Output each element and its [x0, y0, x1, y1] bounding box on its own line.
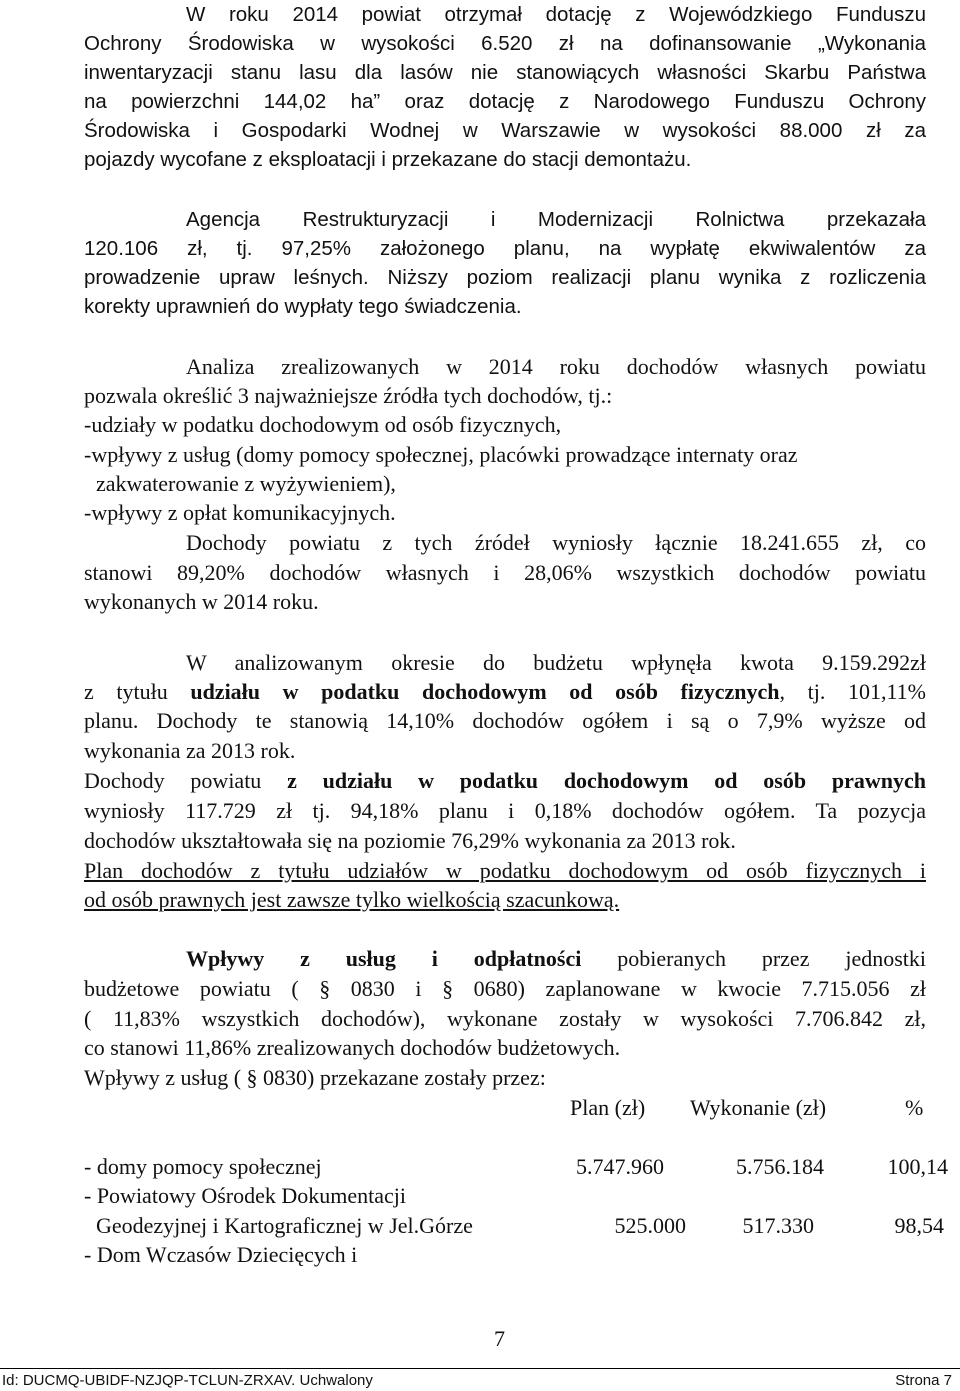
p1-line: pojazdy wycofane z eksploatacji i przekazane do stacji demontażu.	[84, 148, 692, 171]
footer	[0, 1368, 960, 1391]
p5-line: co stanowi 11,86% zrealizowanych dochodów budżetowych.	[84, 1035, 621, 1060]
page-number: 7	[494, 1326, 505, 1351]
p4-line: wykonania za 2013 rok.	[84, 738, 296, 763]
p4-text: , tj. 101,11%	[779, 679, 926, 704]
p5-line	[186, 944, 926, 973]
p4-underlined-line: Plan dochodów z tytułu udziałów w podatku dochodowym od osób fizycznych i	[84, 858, 926, 883]
p5-text: pobieranych przez jednostki	[581, 946, 927, 971]
row-execution: 5.756.184	[736, 1154, 824, 1179]
col-header-plan: Plan (zł)	[570, 1095, 646, 1120]
p2-line: Agencja Restrukturyzacji i Modernizacji Rolnictwa przekazała	[186, 208, 926, 231]
p4-line: W analizowanym okresie do budżetu wpłynęła kwota 9.159.292zł	[186, 650, 926, 675]
p1-line: Ochrony Środowiska w wysokości 6.520 zł na dofinansowanie „Wykonania	[84, 32, 926, 55]
p3-line: pozwala określić 3 najważniejsze źródła tych dochodów, tj.:	[84, 383, 613, 408]
p4-text: z tytułu	[84, 679, 191, 704]
p3-line: Analiza zrealizowanych w 2014 roku dochodów własnych powiatu	[186, 354, 926, 379]
p3-line: stanowi 89,20% dochodów własnych i 28,06% wszystkich dochodów powiatu	[84, 560, 926, 585]
p4-line	[84, 677, 926, 706]
p3-line: zakwaterowanie z wyżywieniem),	[96, 471, 396, 496]
col-header-execution: Wykonanie (zł)	[690, 1095, 827, 1120]
p5-bold-text: Wpływy z usług i odpłatności	[186, 946, 582, 971]
p1-line: W roku 2014 powiat otrzymał dotację z Wojewódzkiego Funduszu	[186, 3, 926, 26]
row-name: - Powiatowy Ośrodek Dokumentacji	[84, 1183, 406, 1208]
p5-line: ( 11,83% wszystkich dochodów), wykonane zostały w wysokości 7.706.842 zł,	[84, 1006, 926, 1031]
row-percent: 100,14	[887, 1154, 948, 1179]
p4-underlined-line: od osób prawnych jest zawsze tylko wielkością szacunkową.	[84, 887, 620, 912]
row-plan: 5.747.960	[576, 1154, 664, 1179]
p3-line: -wpływy z opłat komunikacyjnych.	[84, 500, 396, 525]
p2-line: 120.106 zł, tj. 97,25% założonego planu, na wypłatę ekwiwalentów za	[84, 237, 926, 260]
p2-line: prowadzenie upraw leśnych. Niższy poziom realizacji planu wynika z rozliczenia	[84, 266, 926, 289]
p5-line: budżetowe powiatu ( § 0830 i § 0680) zaplanowane w kwocie 7.715.056 zł	[84, 976, 926, 1001]
p1-line: Środowiska i Gospodarki Wodnej w Warszawie w wysokości 88.000 zł za	[84, 119, 926, 142]
p4-line: planu. Dochody te stanowią 14,10% dochodów ogółem i są o 7,9% wyższe od	[84, 708, 926, 733]
p2-line: korekty uprawnień do wypłaty tego świadczenia.	[84, 295, 522, 318]
p1-line: inwentaryzacji stanu lasu dla lasów nie stanowiących własności Skarbu Państwa	[84, 61, 926, 84]
p4-bold-text: z udziału w podatku dochodowym od osób prawnych	[287, 768, 926, 793]
p3-line: -wpływy z usług (domy pomocy społecznej, placówki prowadzące internaty oraz	[84, 442, 798, 467]
col-header-percent: %	[905, 1095, 924, 1120]
p1-line: na powierzchni 144,02 ha” oraz dotację z Narodowego Funduszu Ochrony	[84, 90, 926, 113]
row-name: - domy pomocy społecznej	[84, 1154, 322, 1179]
p4-bold-text: udziału w podatku dochodowym od osób fizycznych	[190, 679, 780, 704]
p4-text: Dochody powiatu	[84, 768, 288, 793]
p3-line: wykonanych w 2014 roku.	[84, 589, 319, 614]
row-plan: 525.000	[614, 1213, 686, 1238]
row-percent: 98,54	[894, 1213, 944, 1238]
footer-id: Id: DUCMQ-UBIDF-NZJQP-TCLUN-ZRXAV. Uchwalony	[2, 1372, 373, 1389]
p5-line: Wpływy z usług ( § 0830) przekazane zostały przez:	[84, 1065, 546, 1090]
p4-line	[84, 766, 926, 795]
p4-line: dochodów ukształtowała się na poziomie 76,29% wykonania za 2013 rok.	[84, 828, 736, 853]
footer-page: Strona 7	[895, 1372, 952, 1389]
p4-line: wyniosły 117.729 zł tj. 94,18% planu i 0,18% dochodów ogółem. Ta pozycja	[84, 798, 926, 823]
row-execution: 517.330	[742, 1213, 814, 1238]
p3-line: Dochody powiatu z tych źródeł wyniosły łącznie 18.241.655 zł, co	[186, 530, 926, 555]
row-name-cont: Geodezyjnej i Kartograficznej w Jel.Górze	[96, 1213, 473, 1238]
row-name: - Dom Wczasów Dziecięcych i	[84, 1242, 358, 1267]
p3-line: -udziały w podatku dochodowym od osób fizycznych,	[84, 412, 562, 437]
